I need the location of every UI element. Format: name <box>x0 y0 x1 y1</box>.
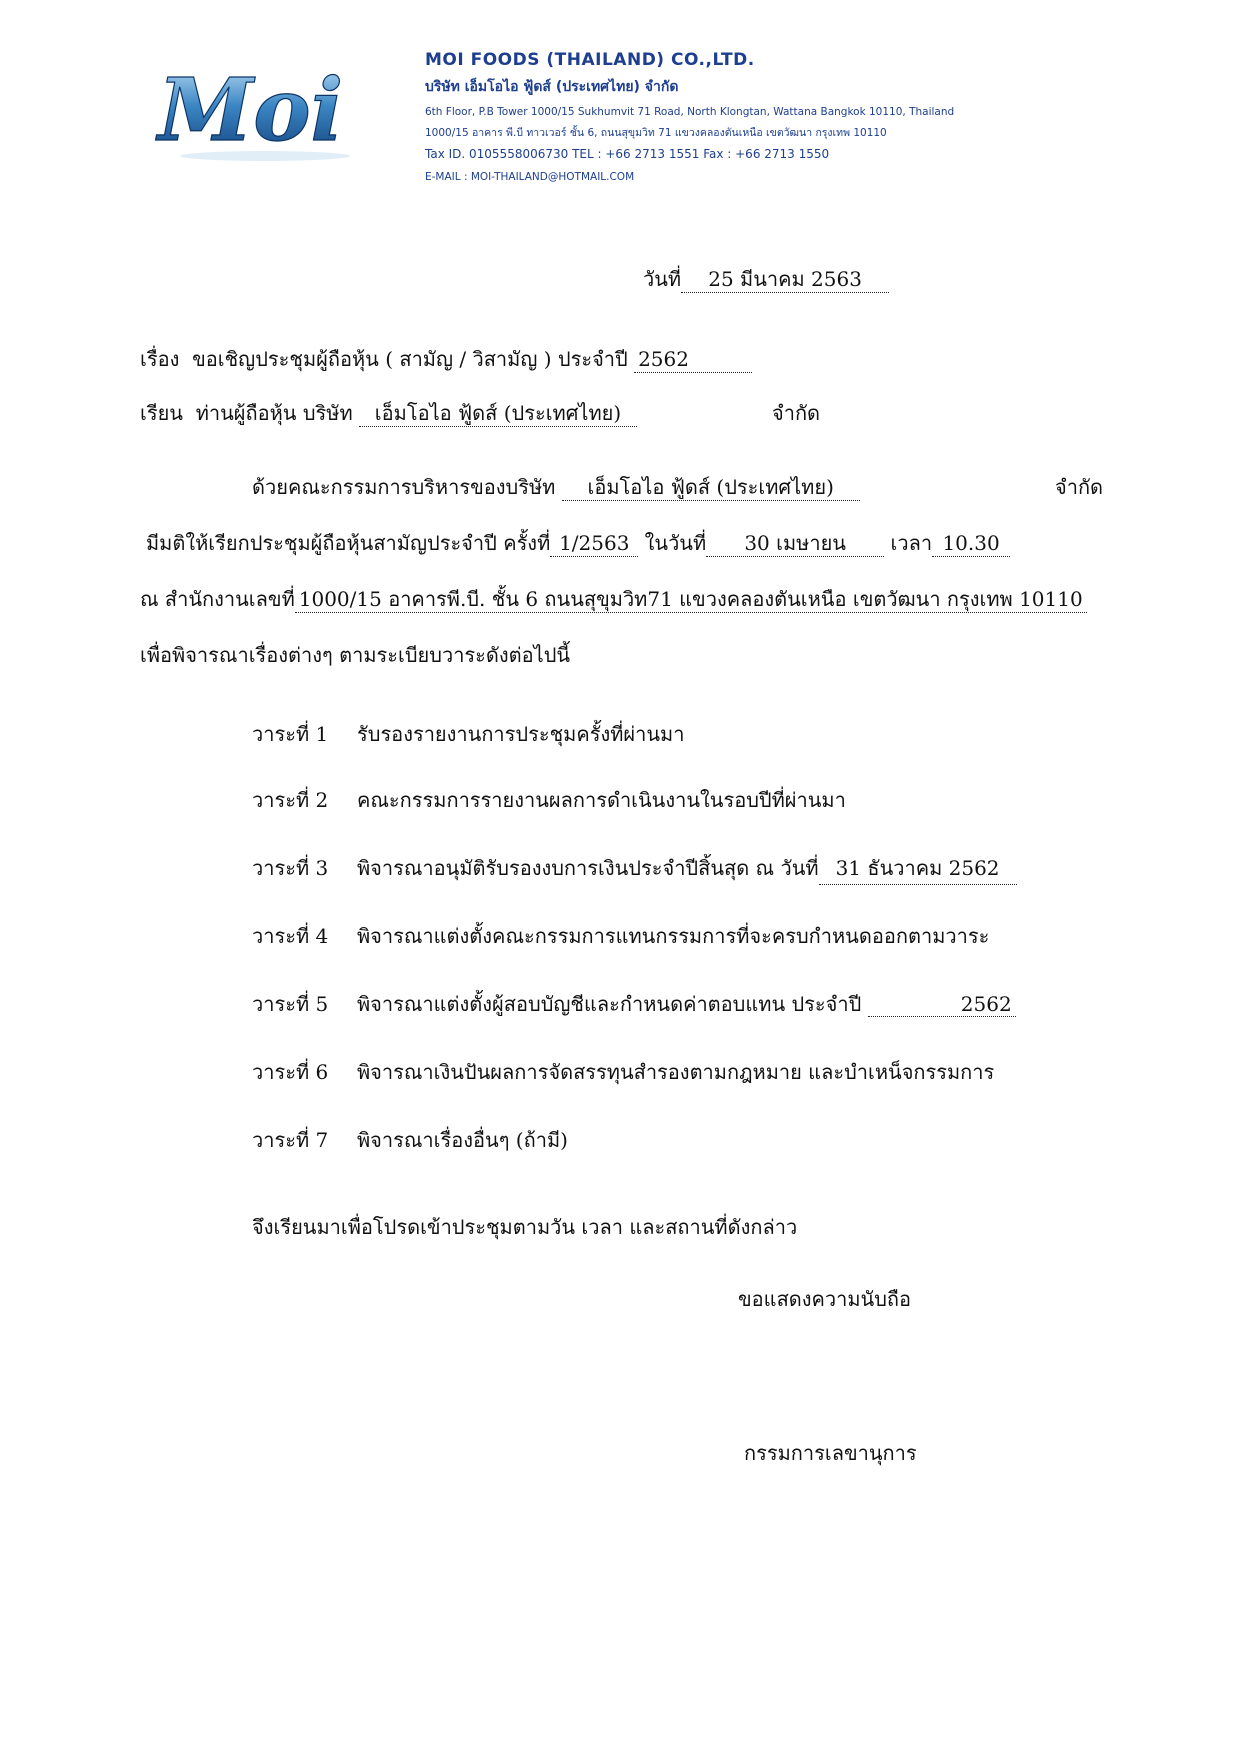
to-company: เอ็มโอไอ ฟู้ดส์ (ประเทศไทย) <box>359 400 637 427</box>
body-line-3 <box>140 586 1087 613</box>
agenda-4-text: พิจารณาแต่งตั้งคณะกรรมการแทนกรรมการที่จะครบกำหนดออกตามวาระ <box>357 924 990 948</box>
subject-text: ขอเชิญประชุมผู้ถือหุ้น ( สามัญ / วิสามัญ ) ประจำปี <box>192 347 628 371</box>
agenda-2-text: คณะกรรมการรายงานผลการดำเนินงานในรอบปีที่ผ่านมา <box>357 788 846 812</box>
body-line-1-suffix: จำกัด <box>1055 475 1104 499</box>
agenda-7-no: วาระที่ 7 <box>252 1128 329 1152</box>
to-label: เรียน <box>140 401 183 425</box>
meeting-time: 10.30 <box>932 530 1010 557</box>
agenda-5-fill: 2562 <box>868 992 1016 1017</box>
agenda-6-text: พิจารณาเงินปันผลการจัดสรรทุนสำรองตามกฎหมาย และบำเหน็จกรรมการ <box>357 1060 995 1084</box>
body-company: เอ็มโอไอ ฟู้ดส์ (ประเทศไทย) <box>562 474 860 501</box>
subject-year: 2562 <box>634 346 752 373</box>
subject-line <box>140 346 752 373</box>
closing-line: จึงเรียนมาเพื่อโปรดเข้าประชุมตามวัน เวลา และสถานที่ดังกล่าว <box>252 1215 798 1239</box>
meeting-date: 30 เมษายน <box>706 530 884 557</box>
venue: 1000/15 อาคารพี.บี. ชั้น 6 ถนนสุขุมวิท71 แขวงคลองตันเหนือ เขตวัฒนา กรุงเทพ 10110 <box>295 586 1087 613</box>
agenda-5-line <box>357 988 1016 1020</box>
email-line: E-MAIL : MOI-THAILAND@HOTMAIL.COM <box>425 171 635 183</box>
agenda-3-no: วาระที่ 3 <box>252 856 329 880</box>
agenda-3-line <box>357 852 1017 885</box>
agenda-4-no: วาระที่ 4 <box>252 924 329 948</box>
date-line <box>643 266 889 293</box>
agenda-3-text: พิจารณาอนุมัติรับรองงบการเงินประจำปีสิ้นสุด ณ วันที่ <box>357 856 819 880</box>
address-th: 1000/15 อาคาร พี.บี ทาวเวอร์ ชั้น 6, ถนนสุขุมวิท 71 แขวงคลองตันเหนือ เขตวัฒนา กรุงเทพ 10110 <box>425 127 887 139</box>
company-name-th: บริษัท เอ็มโอไอ ฟู้ดส์ (ประเทศไทย) จำกัด <box>425 79 679 95</box>
logo-text: Moi <box>158 60 344 161</box>
agenda-3-fill: 31 ธันวาคม 2562 <box>819 852 1017 885</box>
meeting-date-label: ในวันที่ <box>644 531 707 555</box>
contact-line: Tax ID. 0105558006730 TEL : +66 2713 1551 Fax : +66 2713 1550 <box>425 147 830 161</box>
agenda-6-no: วาระที่ 6 <box>252 1060 329 1084</box>
body-line-1-prefix: ด้วยคณะกรรมการบริหารของบริษัท <box>252 475 556 499</box>
agenda-5-no: วาระที่ 5 <box>252 992 329 1016</box>
body-line-2-prefix: มีมติให้เรียกประชุมผู้ถือหุ้นสามัญประจำปี ครั้งที่ <box>146 531 551 555</box>
body-line-4: เพื่อพิจารณาเรื่องต่างๆ ตามระเบียบวาระดังต่อไปนี้ <box>140 643 571 667</box>
letterhead <box>0 0 1240 215</box>
company-name-en: MOI FOODS (THAILAND) CO.,LTD. <box>425 50 755 70</box>
agenda-1-text: รับรองรายงานการประชุมครั้งที่ผ่านมา <box>357 722 685 746</box>
date-value: 25 มีนาคม 2563 <box>681 266 889 293</box>
agenda-1-no: วาระที่ 1 <box>252 722 329 746</box>
agenda-5-text: พิจารณาแต่งตั้งผู้สอบบัญชีและกำหนดค่าตอบแทน ประจำปี <box>357 992 862 1016</box>
meeting-no: 1/2563 <box>550 530 638 557</box>
regards: ขอแสดงความนับถือ <box>738 1287 912 1311</box>
address-en: 6th Floor, P.B Tower 1000/15 Sukhumvit 71 Road, North Klongtan, Wattana Bangkok 10110, Thailand <box>425 106 955 118</box>
moi-logo <box>150 58 380 168</box>
company-info <box>425 50 1215 189</box>
agenda-7-text: พิจารณาเรื่องอื่นๆ (ถ้ามี) <box>357 1128 568 1152</box>
signer-title: กรรมการเลขานุการ <box>744 1441 917 1465</box>
to-line <box>140 400 637 427</box>
subject-label: เรื่อง <box>140 347 180 371</box>
body-line-1 <box>252 474 860 501</box>
agenda-2-no: วาระที่ 2 <box>252 788 329 812</box>
body-line-3-prefix: ณ สำนักงานเลขที่ <box>140 587 295 611</box>
meeting-time-label: เวลา <box>890 531 933 555</box>
to-suffix: จำกัด <box>772 401 821 425</box>
to-text: ท่านผู้ถือหุ้น บริษัท <box>195 401 353 425</box>
date-label: วันที่ <box>643 267 682 291</box>
body-line-2 <box>146 530 1010 557</box>
